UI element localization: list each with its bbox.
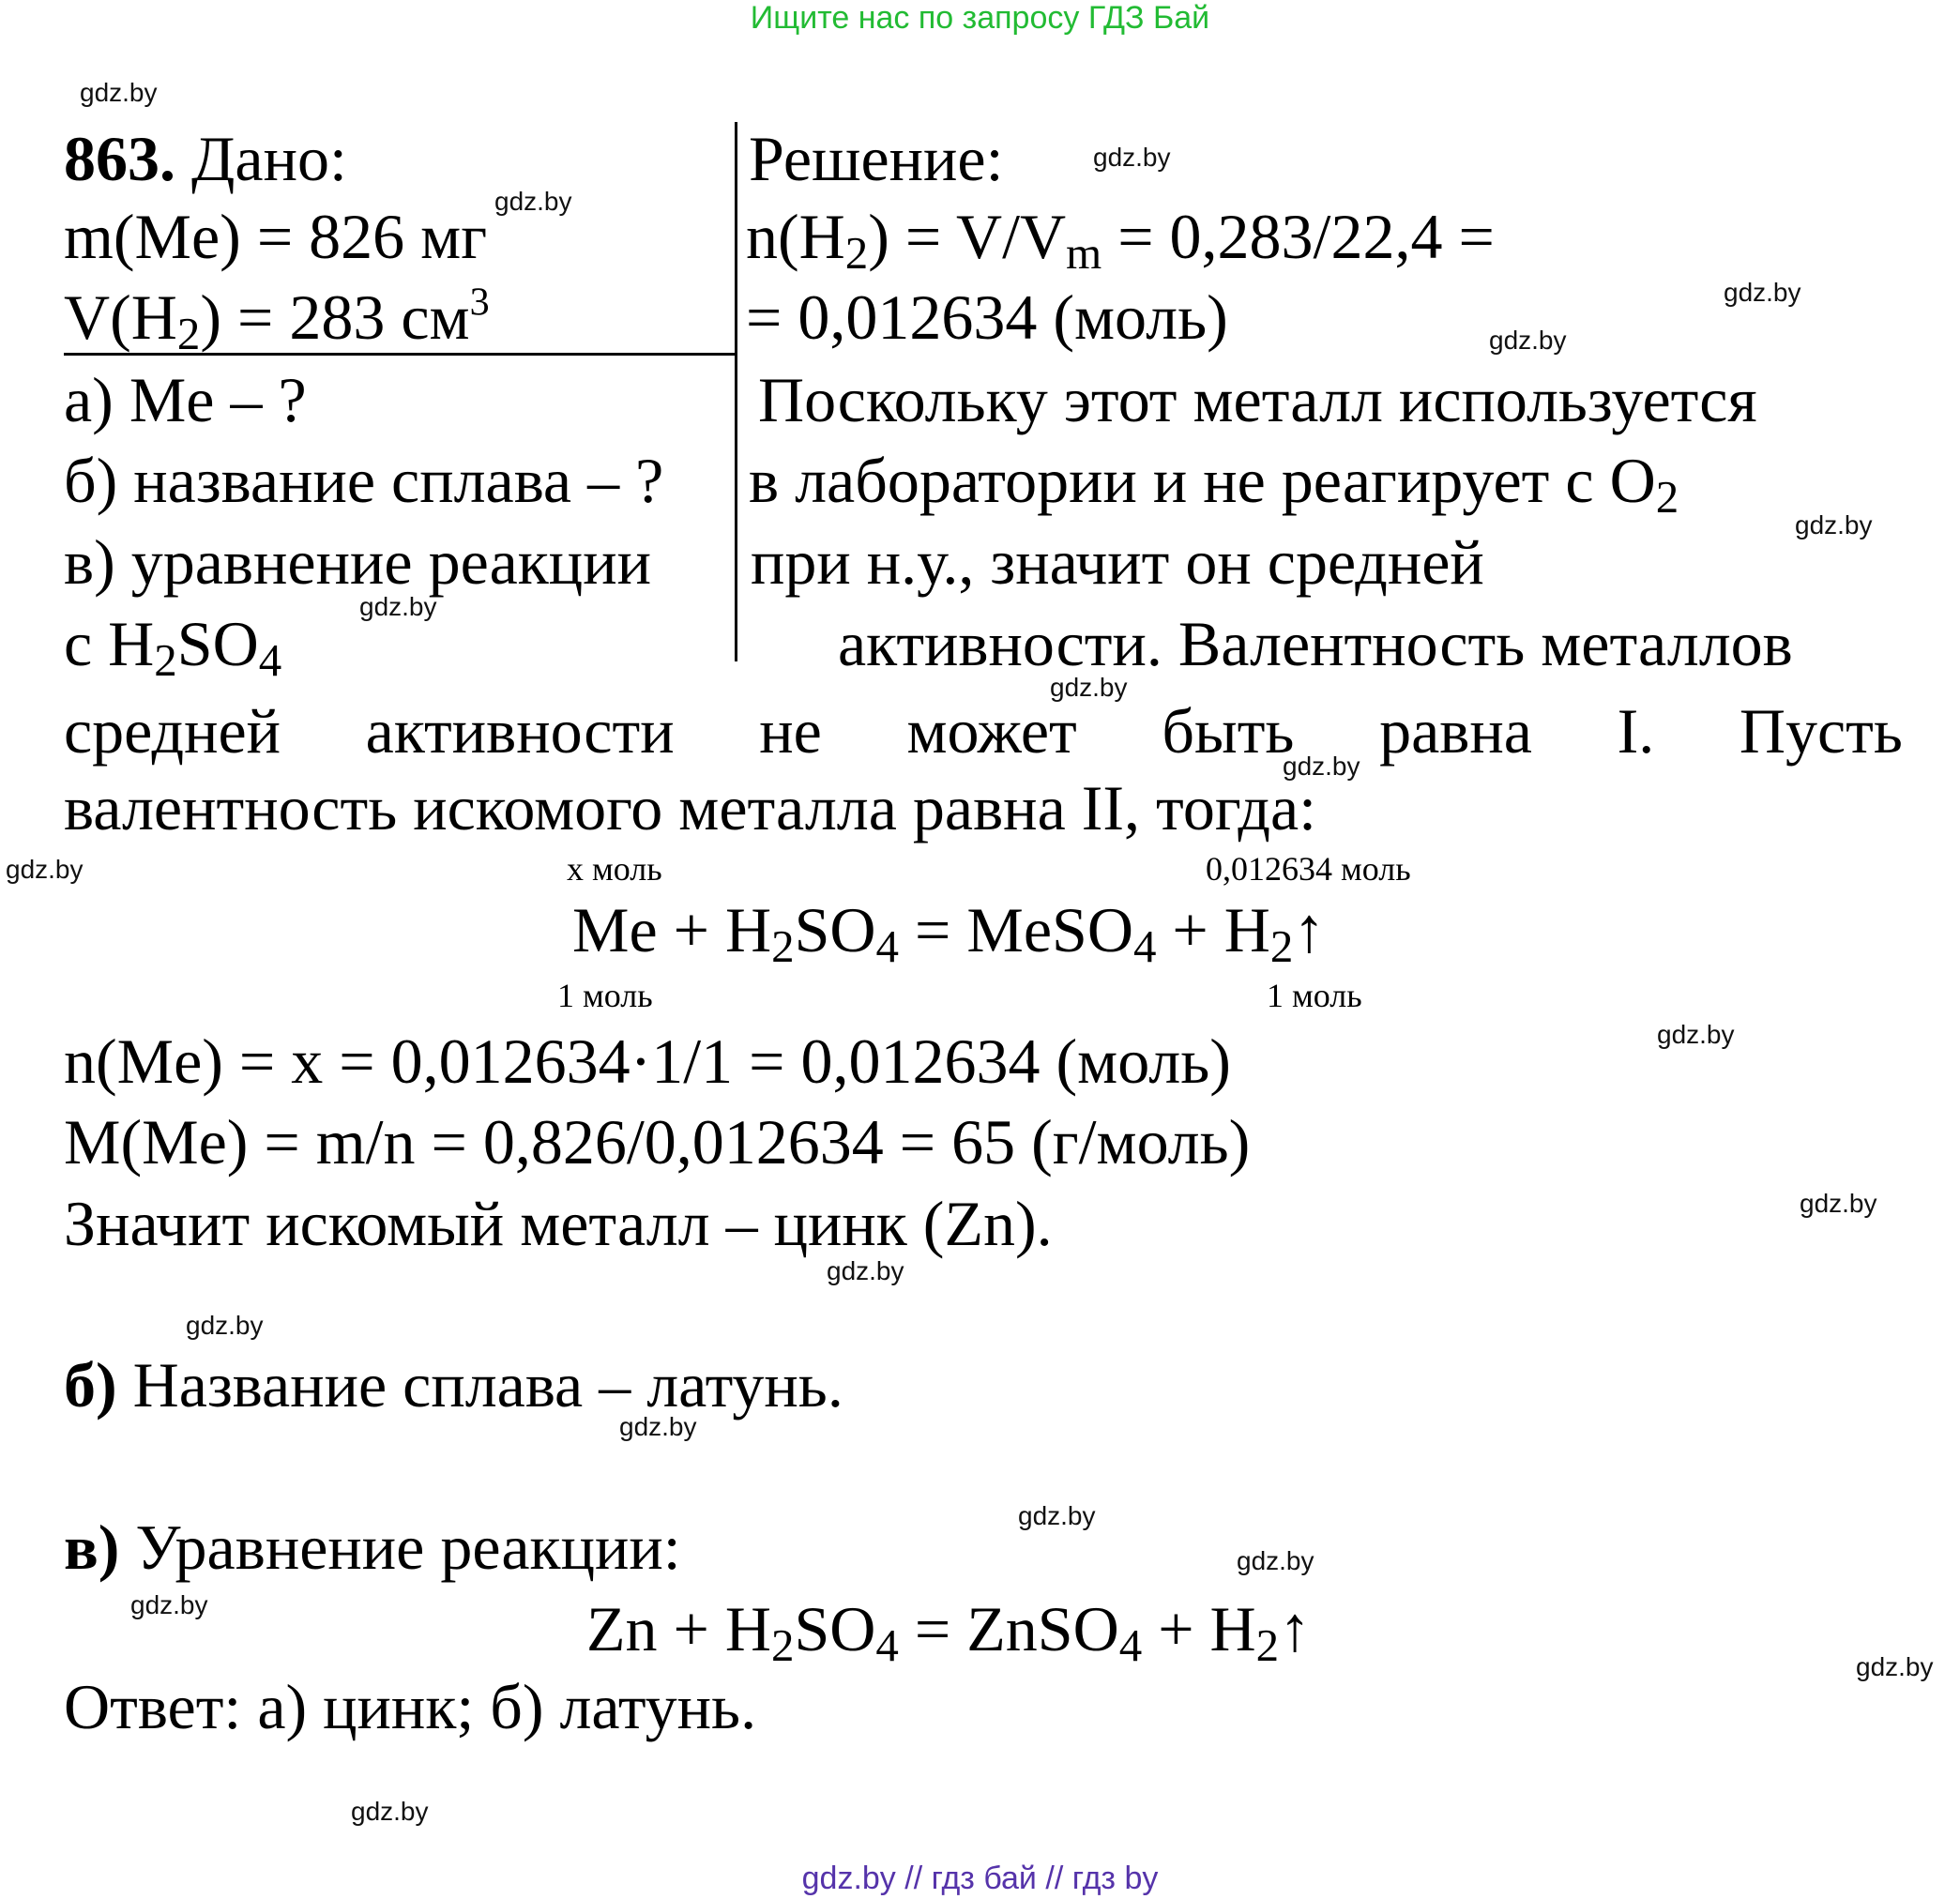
question-c: в) уравнение реакции [64,526,651,598]
subscript: 2 [176,307,201,359]
part-c [64,1512,681,1583]
text: Zn + H [586,1593,771,1664]
word: может [906,695,1077,767]
text: Me + H [572,894,772,965]
word: средней [64,695,281,767]
given-divider-vertical [735,122,737,661]
watermark: gdz.by [359,592,437,621]
problem-heading [64,123,347,194]
text: = MeSO [899,894,1133,965]
equation1-below-right: 1 моль [1267,977,1362,1014]
subscript: 4 [1118,1618,1143,1671]
text: с H [64,608,155,679]
given-title: Дано: [191,123,347,194]
subscript: 2 [154,633,177,686]
part-b [64,1349,843,1420]
solution-paragraph-line: Поскольку этот металл используется [758,364,1757,435]
question-a: а) Me – ? [64,364,307,435]
answer: Ответ: а) цинк; б) латунь. [64,1671,757,1742]
part-b-text: Название сплава – латунь. [116,1349,843,1420]
text: SO [176,608,259,679]
subscript: 4 [875,1618,899,1671]
solution-title: Решение: [749,123,1004,194]
text: n(H [746,201,845,272]
solution-paragraph-justified [64,694,1903,768]
calc-conclusion: Значит искомый металл – цинк (Zn). [64,1188,1053,1259]
word: быть [1162,695,1295,767]
solution-paragraph-line [749,445,1679,523]
subscript: 4 [875,919,900,972]
text: V(H [64,281,177,353]
subscript: 2 [844,226,869,279]
watermark: gdz.by [1018,1501,1096,1530]
arrow: ↑ [1293,894,1326,965]
text: = 0,283/22,4 = [1102,201,1495,272]
watermark: gdz.by [80,78,158,107]
subscript: 2 [771,1618,795,1671]
subscript: 4 [1132,919,1157,972]
watermark: gdz.by [1657,1020,1735,1049]
promo-banner[interactable]: Ищите нас по запросу ГДЗ Бай [750,0,1210,36]
equation1-below-left: 1 моль [557,977,653,1014]
watermark: gdz.by [827,1256,904,1285]
part-c-text: Уравнение реакции: [119,1512,681,1583]
subscript: 2 [1655,470,1679,523]
equation1 [572,894,1326,972]
watermark: gdz.by [494,187,572,216]
subscript: 2 [771,919,795,972]
text: ) = V/V [868,201,1067,272]
solution-paragraph-line: активности. Валентность металлов [838,608,1793,679]
text: + H [1156,894,1270,965]
subscript: m [1066,226,1102,279]
text: ) = 283 см [200,281,470,353]
watermark: gdz.by [1050,673,1128,702]
equation2 [586,1593,1312,1671]
text: SO [794,1593,876,1664]
watermark: gdz.by [1800,1189,1877,1218]
watermark: gdz.by [1489,326,1567,355]
calc-n-me: n(Me) = x = 0,012634·1/1 = 0,012634 (моль) [64,1025,1231,1097]
solution-n-h2 [746,201,1495,279]
text: = ZnSO [898,1593,1119,1664]
solution-n-h2-result: = 0,012634 (моль) [746,281,1228,353]
given-volume [64,280,490,359]
text: в лаборатории и не реагирует с O [749,445,1656,516]
equation1-above-right: 0,012634 моль [1206,850,1411,888]
question-c-formula [64,608,282,686]
part-b-label: б) [64,1349,117,1420]
watermark: gdz.by [1856,1652,1934,1681]
watermark: gdz.by [186,1311,264,1340]
footer-links[interactable]: gdz.by // гдз бай // гдз by [801,1861,1159,1896]
text: + H [1142,1593,1256,1664]
word: Пусть [1739,695,1903,767]
watermark: gdz.by [1237,1546,1314,1575]
word: равна [1379,695,1532,767]
part-c-label: в) [64,1512,120,1583]
watermark: gdz.by [351,1797,429,1826]
word: активности [365,695,675,767]
watermark: gdz.by [1795,510,1873,539]
subscript: 4 [258,633,282,686]
superscript: 3 [469,280,490,325]
given-mass: m(Me) = 826 мг [64,201,488,272]
watermark: gdz.by [6,855,84,884]
watermark: gdz.by [1283,752,1360,781]
subscript: 2 [1255,1618,1280,1671]
watermark: gdz.by [1724,278,1801,307]
calc-molar-mass: M(Me) = m/n = 0,826/0,012634 = 65 (г/моль) [64,1106,1251,1177]
arrow: ↑ [1279,1593,1312,1664]
text: SO [794,894,876,965]
word: не [759,695,822,767]
solution-paragraph-line: валентность искомого металла равна II, тогда: [64,772,1317,843]
watermark: gdz.by [130,1590,208,1619]
given-divider-horizontal [64,353,735,356]
subscript: 2 [1269,919,1294,972]
equation1-above-left: x моль [567,850,662,888]
problem-number: 863. [64,123,175,194]
question-b: б) название сплава – ? [64,445,664,516]
solution-paragraph-line: при н.у., значит он средней [751,526,1484,598]
word: I. [1617,695,1655,767]
watermark: gdz.by [619,1412,697,1441]
watermark: gdz.by [1093,143,1171,172]
